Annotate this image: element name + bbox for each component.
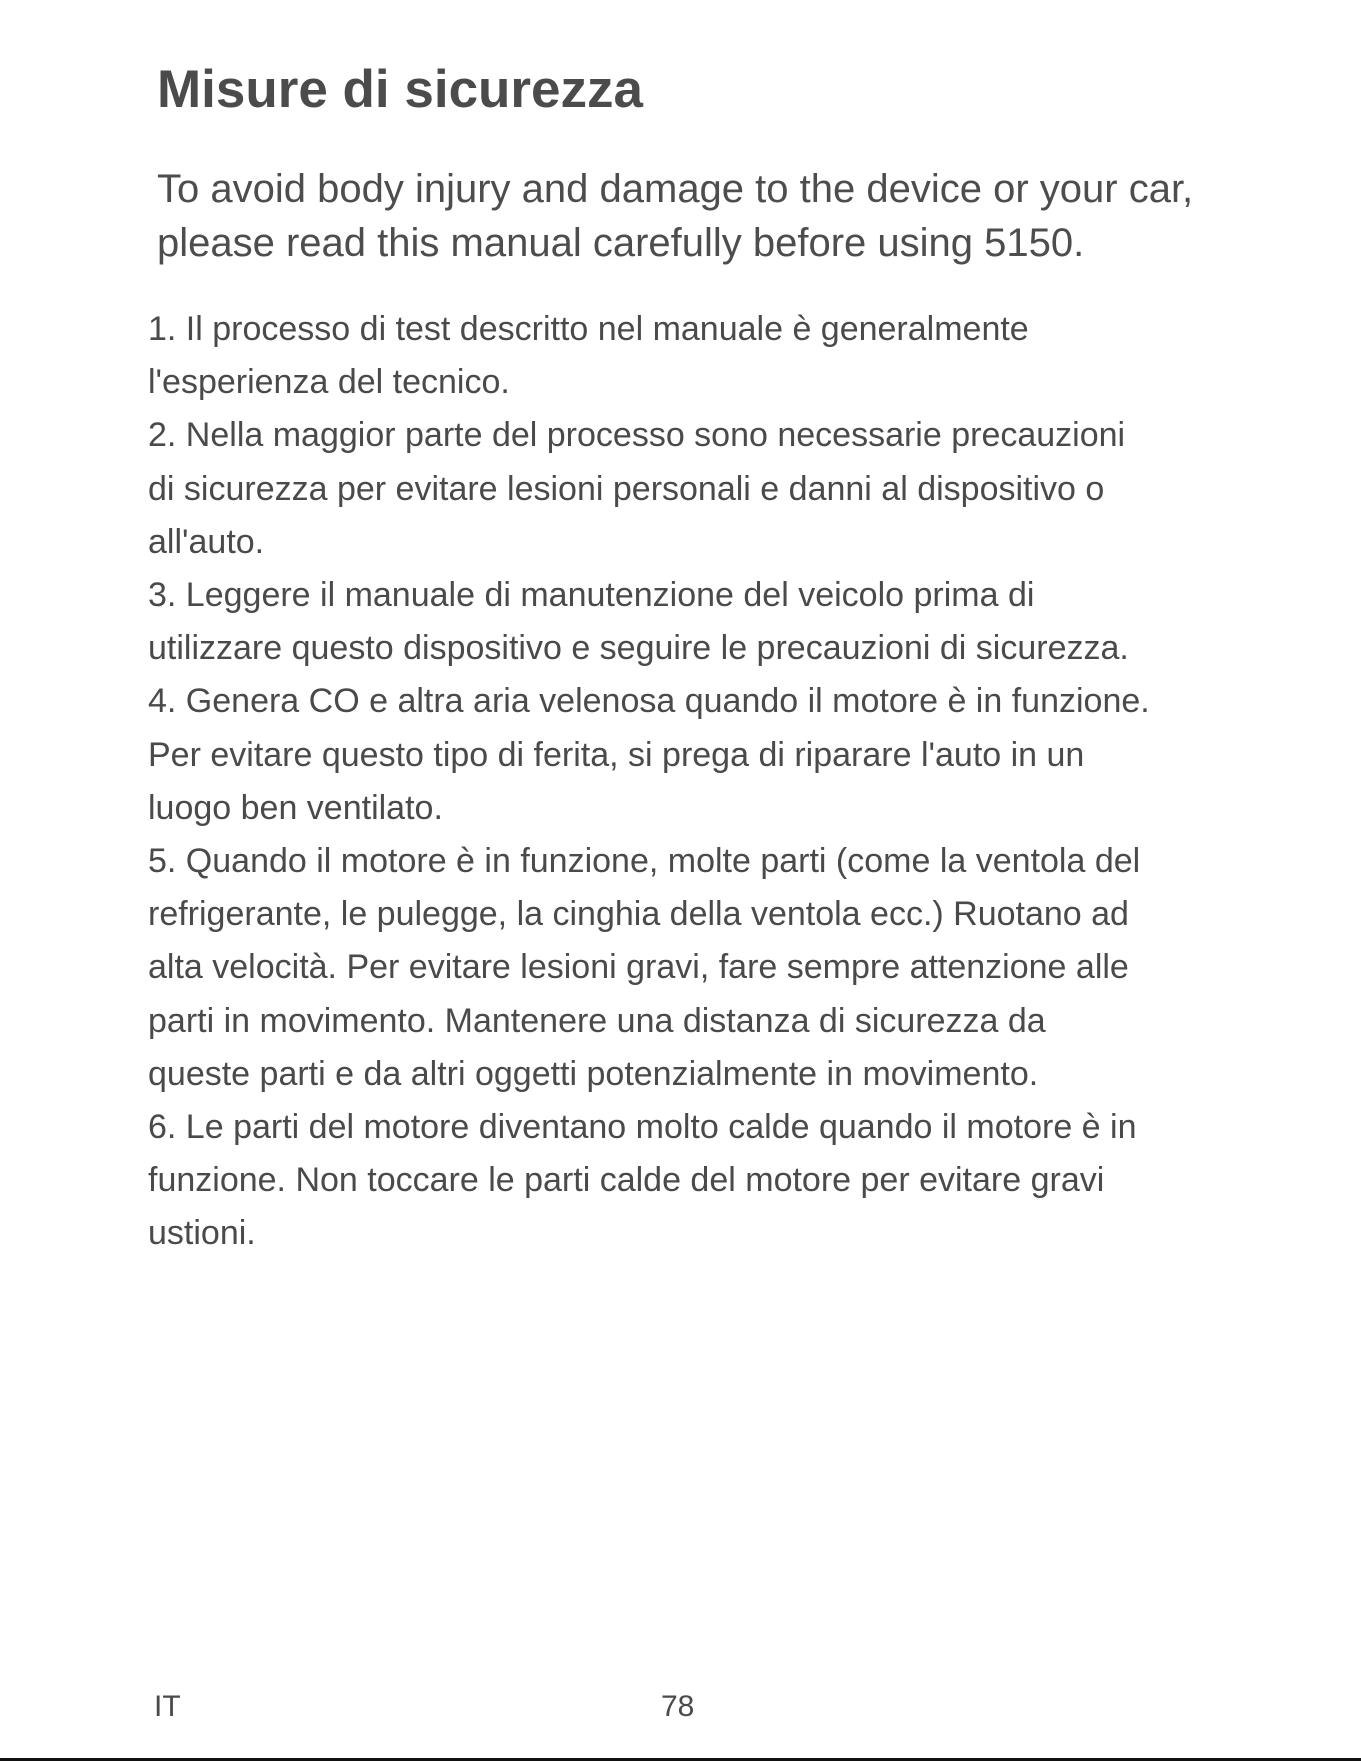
intro-paragraph: [157, 162, 1257, 270]
body-line: funzione. Non toccare le parti calde del motore per evitare gravi: [148, 1161, 1105, 1200]
body-line: l'esperienza del tecnico.: [148, 363, 510, 402]
body-line: 6. Le parti del motore diventano molto calde quando il motore è in: [148, 1108, 1137, 1147]
body-line: di sicurezza per evitare lesioni personali e danni al dispositivo o: [148, 469, 1105, 508]
body-line: queste parti e da altri oggetti potenzialmente in movimento.: [148, 1054, 1039, 1093]
body-line: ustioni.: [148, 1214, 256, 1253]
body-line: 1. Il processo di test descritto nel manuale è generalmente: [148, 310, 1029, 348]
body-line: 2. Nella maggior parte del processo sono necessarie precauzioni: [148, 416, 1126, 455]
body-line: all'auto.: [148, 522, 265, 561]
body-line: refrigerante, le pulegge, la cinghia della ventola ecc.) Ruotano ad: [148, 895, 1129, 934]
body-line: alta velocità. Per evitare lesioni gravi, fare sempre attenzione alle: [148, 948, 1129, 987]
footer-page-number: 78: [661, 1690, 695, 1723]
body-line: 4. Genera CO e altra aria velenosa quando il motore è in funzione.: [148, 682, 1150, 721]
safety-instructions-list: [148, 303, 1268, 1261]
body-line: parti in movimento. Mantenere una distanza di sicurezza da: [148, 1001, 1046, 1040]
intro-line: please read this manual carefully before using 5150.: [157, 221, 1085, 265]
body-line: utilizzare questo dispositivo e seguire le precauzioni di sicurezza.: [148, 629, 1129, 668]
body-line: 5. Quando il motore è in funzione, molte parti (come la ventola del: [148, 842, 1141, 881]
body-line: 3. Leggere il manuale di manutenzione del veicolo prima di: [148, 576, 1035, 615]
intro-line: To avoid body injury and damage to the device or your car,: [157, 167, 1194, 211]
body-line: Per evitare questo tipo di ferita, si prega di riparare l'auto in un: [148, 735, 1085, 774]
footer-language: IT: [154, 1690, 181, 1723]
body-line: luogo ben ventilato.: [148, 788, 443, 827]
page-title: Misure di sicurezza: [157, 60, 644, 119]
